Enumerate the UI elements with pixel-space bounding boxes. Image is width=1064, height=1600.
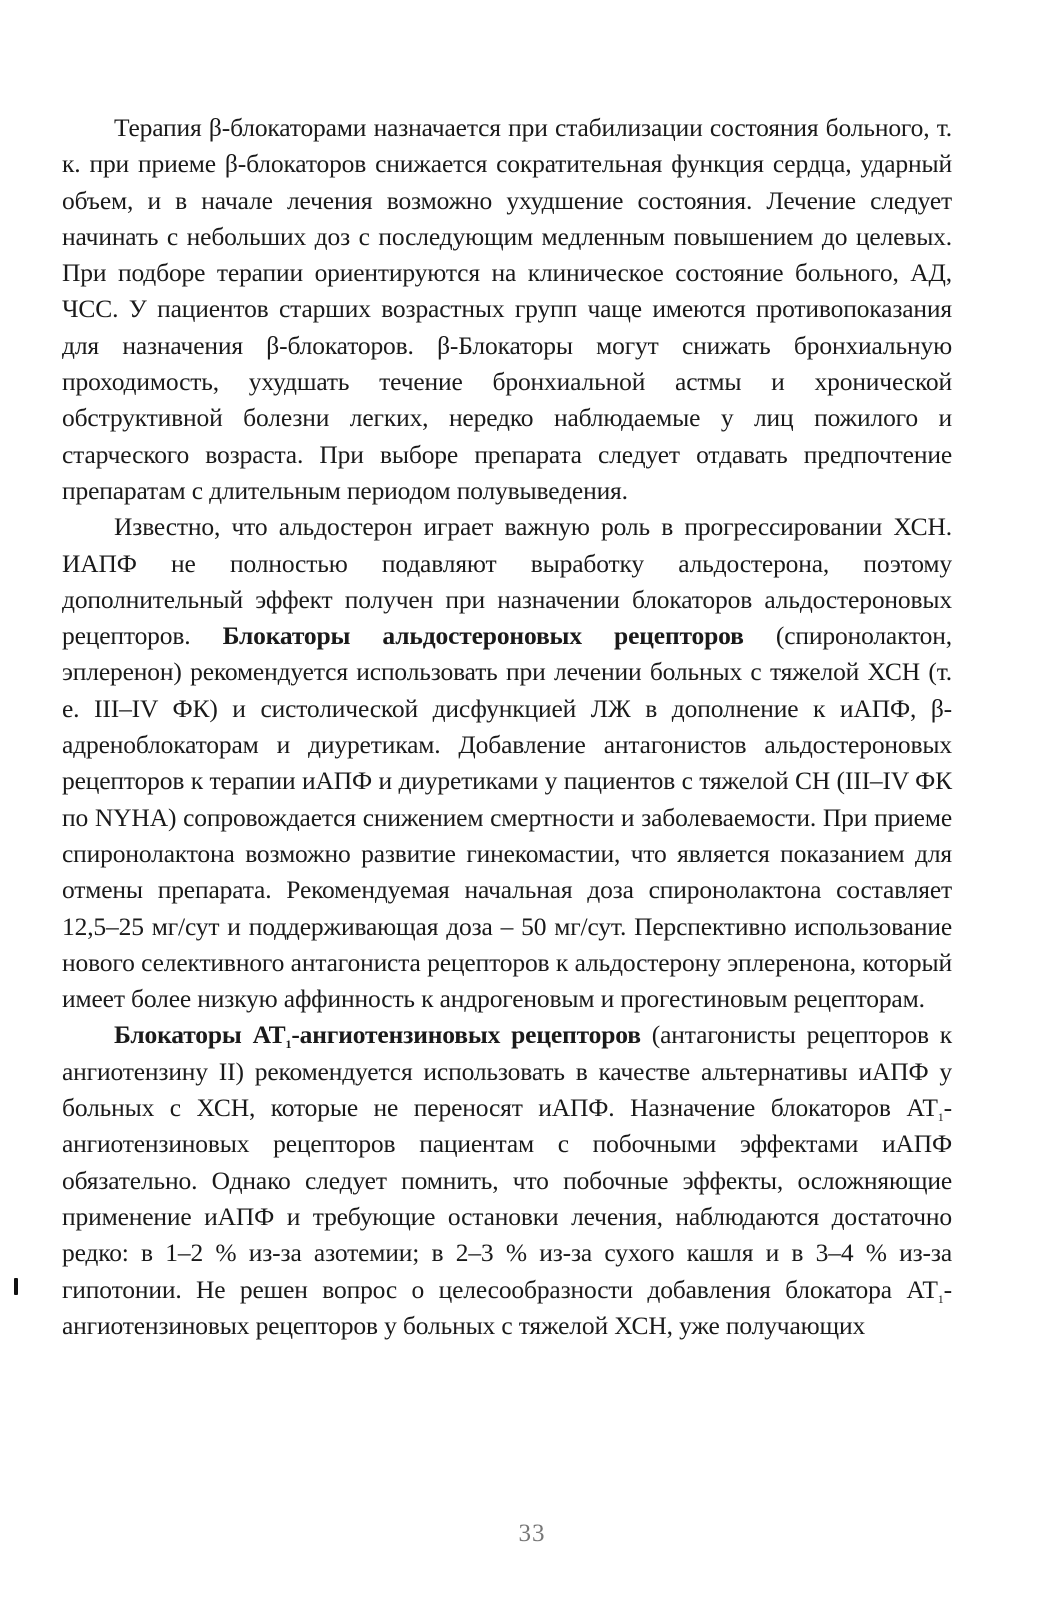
subscript: 1 <box>937 1291 944 1306</box>
bold-term-at1-blockers: Блокаторы АТ <box>114 1020 286 1050</box>
paragraph-at1-blockers <box>62 1017 952 1344</box>
page-body <box>62 110 952 1344</box>
paragraph-aldosterone-blockers <box>62 509 952 1017</box>
subscript: 1 <box>937 1110 944 1125</box>
bold-term-continuation: -ангиотензиновых рецепторов <box>291 1020 641 1050</box>
text-run: -ангиотензиновых рецепторов пациентам с побочными эффектами иАПФ обязательно. Однако следует помнить, что побочные эффекты, осложняющие применение иАПФ и требующие остановки лечения, наблюдаются достаточно редко: в 1–2 % из-за азотемии; в 2–3 % из-за сухого кашля и в 3–4 % из-за гипотонии. Не решен вопрос о целесообразности добавления блокатора АТ <box>62 1093 952 1304</box>
page-number: 33 <box>518 1520 546 1547</box>
margin-mark <box>14 1278 18 1295</box>
text-run: (спиронолактон, эплеренон) рекомендуется использовать при лечении больных с тяжелой ХСН (т. е. III–IV ФК) и систолической дисфункцией ЛЖ в дополнение к иАПФ, β-адреноблокаторам и диуретикам. Добавление антагонистов альдостероновых рецепторов к терапии иАПФ и диуретиками у пациентов с тяжелой СН (III–IV ФК по NYHA) сопровождается снижением смертности и заболеваемости. При приеме спиронолактона возможно развитие гинекомастии, что является показанием для отмены препарата. Рекомендуемая начальная доза спиронолактона составляет 12,5–25 мг/сут и поддерживающая доза – 50 мг/сут. Перспективно использование нового селективного антагониста рецепторов к альдостерону эплеренона, который имеет более низкую аффинность к андрогеновым и прогестиновым рецепторам. <box>62 621 952 1014</box>
paragraph-beta-blockers <box>62 110 952 509</box>
bold-term-aldosterone-blockers: Блокаторы альдостероновых рецепторов <box>222 621 744 651</box>
text-run: Известно, что альдостерон играет важную роль в прогрессировании ХСН. ИАПФ не полностью подавляют выработку альдостерона, поэтому дополнительный эффект получен при назначении блокаторов альдостероновых рецепторов. <box>62 512 952 651</box>
text-run: -ангиотензиновых рецепторов у больных с тяжелой ХСН, уже получающих <box>62 1274 952 1340</box>
subscript: 1 <box>285 1037 292 1052</box>
text-run: Терапия β-блокаторами назначается при стабилизации состояния больного, т. к. при приеме β-блокаторов снижается сократительная функция сердца, ударный объем, и в начале лечения возможно ухудшение состояния. Лечение следует начинать с небольших доз с последующим медленным повышением до целевых. При подборе терапии ориентируются на клиническое состояние больного, АД, ЧСС. У пациентов старших возрастных групп чаще имеются противопоказания для назначения β-блокаторов. β-Блокаторы могут снижать бронхиальную проходимость, ухудшать течение бронхиальной астмы и хронической обструктивной болезни легких, нередко наблюдаемые у лиц пожилого и старческого возраста. При выборе препарата следует отдавать предпочтение препаратам с длительным периодом полувыведения. <box>62 113 952 505</box>
text-run: (антагонисты рецепторов к ангиотензину II) рекомендуется использовать в качестве альтернативы иАПФ у больных с ХСН, которые не переносят иАПФ. Назначение блокаторов АТ <box>62 1020 953 1123</box>
